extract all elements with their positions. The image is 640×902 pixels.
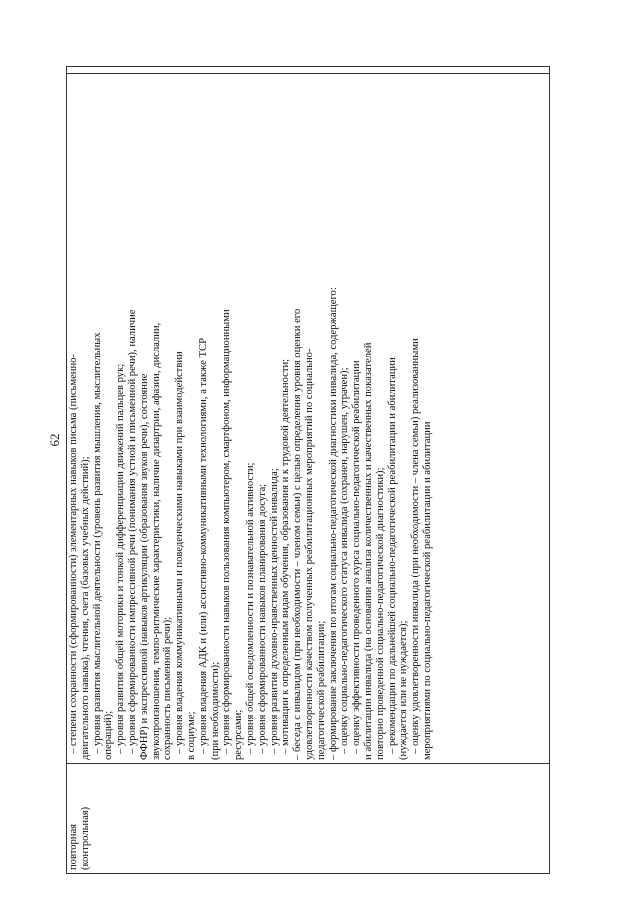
content-line: – оценку социально-педагогического статуса инвалида (сохранен, нарушен, утрачен); (339, 367, 351, 754)
stage-label-line: повторная (68, 823, 79, 870)
empty-cell (67, 67, 550, 74)
stage-label-line: (контрольная) (79, 806, 91, 870)
procedure-table (66, 66, 550, 874)
content-line: (при необходимости); (209, 661, 221, 760)
content-line: звукопроизношения, темпо-ритмические характеристики, наличие дизартрии, афазии, дислалии, (150, 322, 162, 760)
content-line: операций); (103, 710, 115, 760)
content-line: – мотивации к определенным видам обучения, образования и к трудовой деятельности; (280, 358, 292, 754)
content-line: ресурсами; (233, 709, 245, 760)
content-line: мероприятиями по социально-педагогической реабилитации и абилитации (421, 421, 433, 760)
content-line: – уровня развития мыслительной деятельности (уровень развития мышления, мыслительных (91, 332, 103, 754)
content-line: – уровня сформированности импрессивной речи (понимания устной и письменной речи), наличие (126, 309, 138, 754)
content-line: – оценку удовлетворенности инвалида (при необходимости – члена семьи) реализованными (410, 338, 422, 754)
content-line: – уровня общей осведомленности и познавательной активности; (244, 462, 256, 754)
content-line: – формирование заключения по итогам социально-педагогической диагностики инвалида, содержащего: (327, 287, 339, 760)
content-line: двигательного навыка), чтения, счета (базовых учебных действий); (79, 456, 91, 760)
content-line: педагогической реабилитации; (315, 620, 327, 760)
content-line: – беседа с инвалидом (при необходимости – членом семьи) с целью определения уровня оценки его (292, 308, 304, 760)
content-line: – уровня сформированности навыков пользования компьютером, смартфоном, информационными (221, 309, 233, 754)
content-line: (нуждается или не нуждается); (398, 620, 410, 760)
content-line: ФФНР) и экспрессивной (навыков артикуляции (образования звуков речи), состояние (138, 373, 150, 760)
content-cell (67, 74, 550, 764)
content-line: – уровня владения АДК и (или) ассистивно-коммуникативными технологиями, а также ТСР (197, 338, 209, 754)
content-line: повторно проведенной социально-педагогической диагностики); (374, 467, 386, 760)
content-line: – рекомендации по дальнейшей социально-педагогической реабилитации и абилитации (386, 357, 398, 754)
rotated-table-area (66, 66, 550, 874)
content-line: в социуме; (185, 711, 197, 760)
content-line: и абилитации инвалида (на основании анализа количественных и качественных показателей (362, 342, 374, 760)
content-line: сохранность письменной речи); (162, 616, 174, 760)
content-line: – оценку эффективности проведенного курса социально-педагогической реабилитации (351, 360, 363, 754)
page-number: 62 (47, 433, 62, 447)
content-line: – уровня владения коммуникативными и поведенческими навыками при взаимодействии (174, 351, 186, 754)
content-line: – уровня развития общей моторики и тонкой дифференциации движений пальцев рук; (115, 363, 127, 754)
content-line: – уровня развития духовно-нравственных ценностей инвалида; (268, 468, 280, 754)
content-line: удовлетворенности качеством полученных реабилитационных мероприятий по социально- (303, 348, 315, 760)
stage-cell (67, 764, 550, 874)
content-line: – степени сохранности (сформированности) элементарных навыков письма (письменно- (68, 354, 79, 754)
content-line: – уровня сформированности навыков планирования досуга; (256, 483, 268, 754)
